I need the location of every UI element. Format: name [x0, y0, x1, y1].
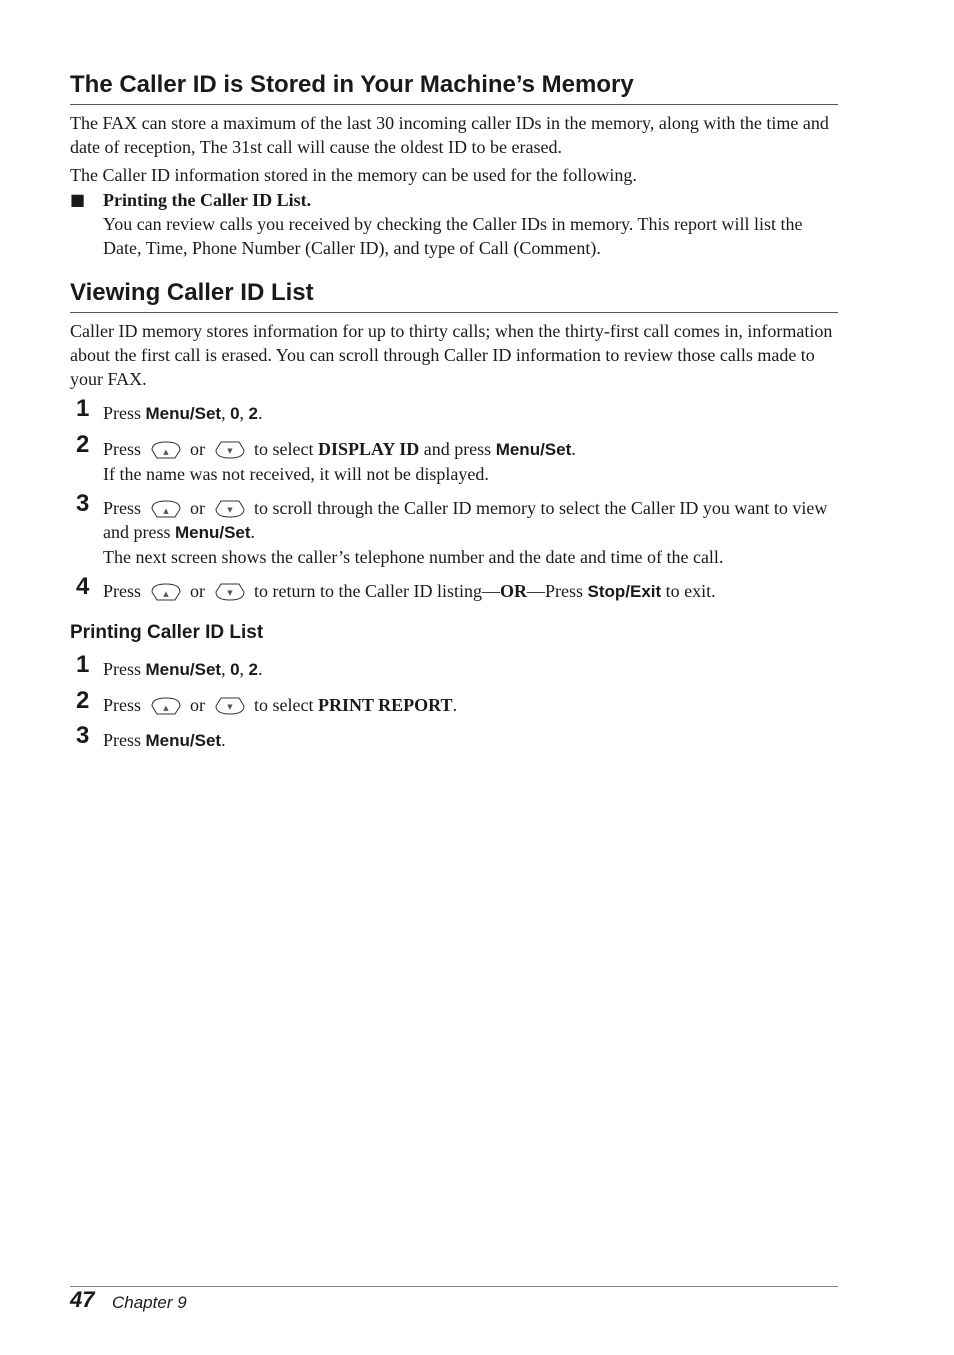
- or-text: or: [190, 439, 206, 459]
- up-arrow-key-icon: [150, 581, 182, 603]
- period: .: [221, 730, 226, 750]
- step-note: The next screen shows the caller’s telephone number and the date and time of the call.: [103, 547, 724, 567]
- bullet-text: You can review calls you received by checking the Caller IDs in memory. This report will list the Date, Time, Phone Number (Caller ID), and type of Call (Comment).: [103, 214, 803, 258]
- step-text: Press: [103, 659, 146, 679]
- print-report-label: PRINT REPORT: [318, 695, 453, 715]
- svg-text:▲: ▲: [162, 448, 169, 456]
- svg-text:▲: ▲: [162, 704, 169, 712]
- svg-text:▲: ▲: [162, 507, 169, 515]
- down-arrow-key-icon: [214, 439, 246, 461]
- down-arrow-key-icon: [214, 695, 246, 717]
- step-view-3: [70, 490, 840, 569]
- up-arrow-key-icon: [150, 695, 182, 717]
- menu-set-key: Menu/Set: [145, 404, 222, 423]
- step-text: Press: [103, 730, 146, 750]
- step-print-2: [70, 687, 840, 717]
- paragraph-capacity: The FAX can store a maximum of the last 30 incoming caller IDs in the memory, along with the time and date of reception, The 31st call will cause the oldest ID to be erased.: [70, 113, 829, 157]
- up-arrow-key-icon: [150, 439, 182, 461]
- step-view-1: [70, 395, 840, 426]
- step-print-3: [70, 722, 840, 753]
- stop-exit-key: Stop/Exit: [587, 582, 662, 601]
- svg-text:▼: ▼: [226, 703, 233, 711]
- or-emphasis: OR: [499, 581, 527, 601]
- section-title-caller-id-memory: The Caller ID is Stored in Your Machine’s Memory: [70, 70, 838, 105]
- key-2: 2: [248, 404, 259, 423]
- step-text: Press: [103, 695, 142, 715]
- step-view-2: [70, 431, 840, 486]
- step-note: If the name was not received, it will not be displayed.: [103, 464, 489, 484]
- svg-text:▼: ▼: [226, 506, 233, 514]
- step-text: Press: [103, 439, 142, 459]
- step-text: to return to the Caller ID listing—: [254, 581, 500, 601]
- step-number: 1: [76, 651, 90, 678]
- menu-set-key: Menu/Set: [174, 523, 251, 542]
- or-text: or: [190, 498, 206, 518]
- menu-set-key: Menu/Set: [145, 731, 222, 750]
- step-text: to exit.: [661, 581, 716, 601]
- step-text: to select: [254, 439, 318, 459]
- step-number: 3: [76, 722, 90, 749]
- menu-set-key: Menu/Set: [495, 440, 572, 459]
- separator: ,: [221, 403, 231, 423]
- step-text: to scroll through the Caller ID memory to select the Caller ID you want to view and press: [103, 498, 828, 542]
- footer-divider: [70, 1286, 838, 1287]
- menu-set-key: Menu/Set: [145, 660, 222, 679]
- paragraph-usage: The Caller ID information stored in the memory can be used for the following.: [70, 165, 637, 185]
- paragraph-viewing-intro: Caller ID memory stores information for up to thirty calls; when the thirty-first call comes in, information about the first call is erased. You can scroll through Caller ID information to review those calls made to your FAX.: [70, 321, 833, 389]
- separator: ,: [221, 659, 231, 679]
- svg-text:▼: ▼: [226, 447, 233, 455]
- subsection-title-printing-list: Printing Caller ID List: [70, 622, 264, 643]
- section-title-viewing-list: Viewing Caller ID List: [70, 278, 838, 313]
- step-view-4: [70, 573, 840, 604]
- display-id-label: DISPLAY ID: [318, 439, 420, 459]
- key-2: 2: [248, 660, 259, 679]
- step-text: —Press: [526, 581, 588, 601]
- key-0: 0: [230, 404, 240, 423]
- step-number: 4: [76, 573, 90, 600]
- bullet-printing-list: [70, 188, 840, 260]
- svg-text:▼: ▼: [226, 589, 233, 597]
- step-text: Press: [103, 498, 142, 518]
- separator: ,: [239, 403, 249, 423]
- bullet-title: Printing the Caller ID List.: [103, 190, 312, 210]
- down-arrow-key-icon: [214, 498, 246, 520]
- period: .: [258, 403, 263, 423]
- step-number: 1: [76, 395, 90, 422]
- or-text: or: [190, 581, 206, 601]
- period: .: [258, 659, 263, 679]
- step-number: 2: [76, 687, 90, 714]
- bullet-square-icon: ■: [70, 190, 86, 209]
- chapter-label: Chapter 9: [112, 1293, 187, 1312]
- step-text: Press: [103, 403, 146, 423]
- step-print-1: [70, 651, 840, 682]
- step-text: to select: [254, 695, 318, 715]
- step-number: 3: [76, 490, 90, 517]
- svg-text:▲: ▲: [162, 590, 169, 598]
- step-text: Press: [103, 581, 142, 601]
- step-number: 2: [76, 431, 90, 458]
- period: .: [250, 522, 256, 542]
- period: .: [452, 695, 458, 715]
- up-arrow-key-icon: [150, 498, 182, 520]
- key-0: 0: [230, 660, 240, 679]
- page-number: 47: [70, 1287, 95, 1312]
- step-text: and press: [419, 439, 496, 459]
- period: .: [571, 439, 576, 459]
- down-arrow-key-icon: [214, 581, 246, 603]
- separator: ,: [239, 659, 249, 679]
- or-text: or: [190, 695, 206, 715]
